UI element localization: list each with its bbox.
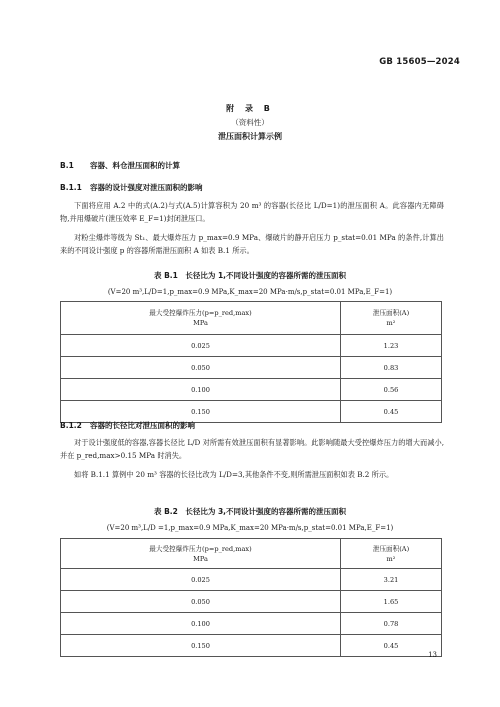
table2 [60,538,442,657]
section-title: 容器的设计强度对泄压面积的影响 [90,183,203,192]
column-header: 最大受控爆炸压力(p=p_red,max) MPa [61,539,341,569]
table-cell: 0.050 [61,357,341,379]
paragraph-b12-2: 如将 B.1.1 算例中 20 m³ 容器的长径比改为 L/D=3,其他条件不变,则所需泄压面积如表 B.2 所示。 [74,470,394,479]
table-row [61,379,442,401]
table1-caption: 表 B.1 长径比为 1,不同设计强度的容器所需的泄压面积 [153,271,347,280]
table-row [61,357,442,379]
column-header: 最大受控爆炸压力(p=p_red,max) MPa [61,302,341,335]
table2-caption: 表 B.2 长径比为 3,不同设计强度的容器所需的泄压面积 [153,507,347,516]
table-cell: 0.45 [341,635,442,657]
table2-conditions: (V=20 m³,L/D =1,p_max=0.9 MPa,K_max=20 MPa·m/s,p_stat=0.01 MPa,E_F=1) [106,524,394,532]
table-cell: 0.78 [341,613,442,635]
paragraph-b11-2: 对粉尘爆炸等级为 St₁、最大爆炸压力 p_max=0.9 MPa、爆破片的静开启压力 p_stat=0.01 MPa 的条件,计算出来的不同设计强度 p 的容器所需泄压面积 A 如表 B.1 所示。 [60,233,444,255]
table-header-row [61,539,442,569]
table-row [61,569,442,591]
section-b12-heading [60,420,195,431]
table-cell: 0.050 [61,591,341,613]
table-cell: 1.23 [341,335,442,357]
table1-conditions: (V=20 m³,L/D=1,p_max=0.9 MPa,K_max=20 MPa·m/s,p_stat=0.01 MPa,E_F=1) [107,288,393,296]
table-row [61,635,442,657]
section-b11-heading [60,182,203,193]
table-cell: 0.150 [61,635,341,657]
table-cell: 0.83 [341,357,442,379]
table-row [61,591,442,613]
table-row [61,335,442,357]
appendix-title: 附 录 B [226,104,274,113]
standard-number: GB 15605—2024 [379,57,460,67]
table-cell: 0.025 [61,569,341,591]
table-cell: 0.025 [61,335,341,357]
appendix-type: （资料性） [231,118,269,127]
column-header: 泄压面积(A) m² [341,302,442,335]
table-cell: 1.65 [341,591,442,613]
section-number: B.1.1 [60,183,82,192]
table-cell: 0.45 [341,401,442,423]
table-cell: 0.100 [61,613,341,635]
table-cell: 3.21 [341,569,442,591]
table-row [61,613,442,635]
section-title: 容器、料仓泄压面积的计算 [90,161,180,170]
table1 [60,301,442,423]
table-header-row [61,302,442,335]
section-title: 容器的长径比对泄压面积的影响 [90,421,195,430]
section-number: B.1 [60,161,74,170]
section-b1-heading [60,160,180,171]
appendix-subtitle: 泄压面积计算示例 [218,132,282,141]
section-number: B.1.2 [60,421,82,430]
paragraph-b11-1: 下面将应用 A.2 中的式(A.2)与式(A.5)计算容积为 20 m³ 的容器(长径比 L/D=1)的泄压面积 A。此容器内无障碍物,并用爆破片(泄压效率 E_F=1)封闭泄压口。 [60,201,444,223]
table-cell: 0.100 [61,379,341,401]
table-cell: 0.150 [61,401,341,423]
paragraph-b12-1: 对于设计强度低的容器,容器长径比 L/D 对所需有效泄压面积有显著影响。此影响随最大受控爆炸压力的增大而减小,并在 p_red,max>0.15 MPa 时消失。 [60,438,444,460]
page-number: 13 [428,651,437,659]
column-header: 泄压面积(A) m² [341,539,442,569]
table-cell: 0.56 [341,379,442,401]
